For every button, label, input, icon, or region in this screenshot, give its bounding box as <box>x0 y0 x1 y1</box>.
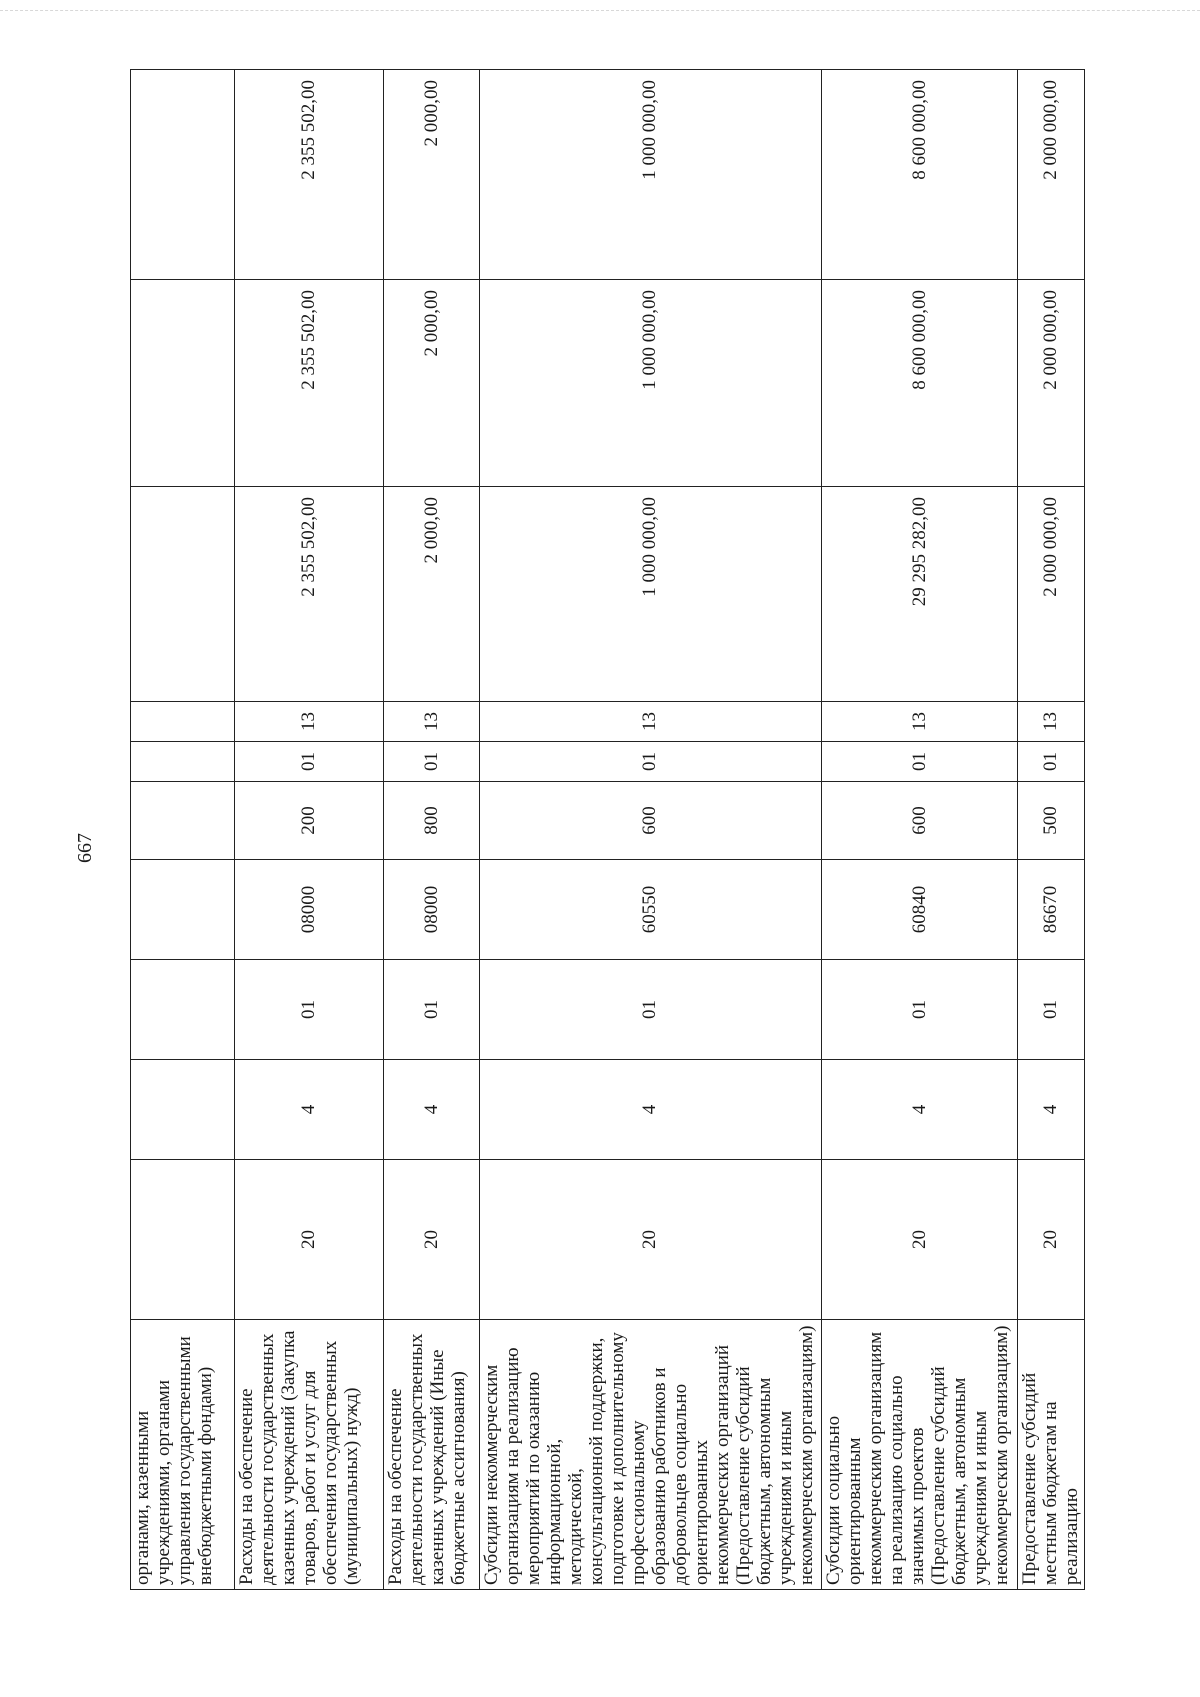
code-1: 20 <box>384 1160 480 1320</box>
row-name: Субсидии социально ориентированным некоммерческим организациям на реализацию социально значимых проектов (Предоставление субсидий бюджетным, автономным учреждениям и иным некоммерческим организациям) <box>821 1320 1018 1590</box>
amount-3: 2 000,00 <box>384 70 480 280</box>
code-5: 500 <box>1018 782 1085 860</box>
code-2: 4 <box>234 1060 383 1160</box>
amount-3: 8 600 000,00 <box>821 70 1018 280</box>
budget-table-rotated <box>130 70 1085 1590</box>
code-5: 800 <box>384 782 480 860</box>
amount-3 <box>131 70 235 280</box>
code-4: 60550 <box>479 860 821 960</box>
amount-2: 2 000 000,00 <box>1018 280 1085 487</box>
code-7: 13 <box>234 702 383 742</box>
code-1 <box>131 1160 235 1320</box>
code-6: 01 <box>384 742 480 782</box>
code-1: 20 <box>821 1160 1018 1320</box>
page-number: 667 <box>74 833 96 863</box>
code-6: 01 <box>1018 742 1085 782</box>
table-row <box>234 70 383 1590</box>
code-4: 60840 <box>821 860 1018 960</box>
amount-1 <box>131 487 235 702</box>
row-name: Расходы на обеспечение деятельности государственных казенных учреждений (Закупка товаров, работ и услуг для обеспечения государственных (муниципальных) нужд) <box>234 1320 383 1590</box>
amount-2 <box>131 280 235 487</box>
code-6: 01 <box>821 742 1018 782</box>
amount-3: 2 355 502,00 <box>234 70 383 280</box>
amount-2: 2 000,00 <box>384 280 480 487</box>
amount-2: 8 600 000,00 <box>821 280 1018 487</box>
code-2 <box>131 1060 235 1160</box>
amount-2: 2 355 502,00 <box>234 280 383 487</box>
code-6: 01 <box>479 742 821 782</box>
code-4 <box>131 860 235 960</box>
table-row <box>479 70 821 1590</box>
code-7: 13 <box>1018 702 1085 742</box>
code-7: 13 <box>384 702 480 742</box>
code-3 <box>131 960 235 1060</box>
code-3: 01 <box>384 960 480 1060</box>
row-name: Субсидии некоммерческим организациям на реализацию мероприятий по оказанию информационной, методической, консультационной поддержки, подготовке и дополнительному профессиональному образованию работников и добровольцев социально ориентированных некоммерческих организаций (Предоставление субсидий бюджетным, автономным учреждениям и иным некоммерческим организациям) <box>479 1320 821 1590</box>
code-3: 01 <box>479 960 821 1060</box>
amount-2: 1 000 000,00 <box>479 280 821 487</box>
code-4: 86670 <box>1018 860 1085 960</box>
code-3: 01 <box>234 960 383 1060</box>
amount-1: 2 000 000,00 <box>1018 487 1085 702</box>
budget-table <box>130 69 1085 1590</box>
code-3: 01 <box>1018 960 1085 1060</box>
code-3: 01 <box>821 960 1018 1060</box>
amount-1: 2 000,00 <box>384 487 480 702</box>
amount-3: 1 000 000,00 <box>479 70 821 280</box>
code-5: 600 <box>821 782 1018 860</box>
code-7 <box>131 702 235 742</box>
code-5: 600 <box>479 782 821 860</box>
row-name: Расходы на обеспечение деятельности государственных казенных учреждений (Иные бюджетные ассигнования) <box>384 1320 480 1590</box>
code-4: 08000 <box>384 860 480 960</box>
code-6: 01 <box>234 742 383 782</box>
code-7: 13 <box>821 702 1018 742</box>
row-name: Предоставление субсидий местным бюджетам на реализацию <box>1018 1320 1085 1590</box>
amount-1: 29 295 282,00 <box>821 487 1018 702</box>
amount-3: 2 000 000,00 <box>1018 70 1085 280</box>
table-row <box>384 70 480 1590</box>
code-6 <box>131 742 235 782</box>
scan-top-edge <box>0 10 1200 11</box>
code-2: 4 <box>1018 1060 1085 1160</box>
code-1: 20 <box>479 1160 821 1320</box>
code-5: 200 <box>234 782 383 860</box>
code-1: 20 <box>234 1160 383 1320</box>
code-7: 13 <box>479 702 821 742</box>
code-4: 08000 <box>234 860 383 960</box>
table-row <box>131 70 235 1590</box>
table-row <box>821 70 1018 1590</box>
row-name: органами, казенными учреждениями, органами управления государственными внебюджетными фондами) <box>131 1320 235 1590</box>
code-1: 20 <box>1018 1160 1085 1320</box>
code-2: 4 <box>821 1060 1018 1160</box>
amount-1: 1 000 000,00 <box>479 487 821 702</box>
code-5 <box>131 782 235 860</box>
code-2: 4 <box>479 1060 821 1160</box>
amount-1: 2 355 502,00 <box>234 487 383 702</box>
code-2: 4 <box>384 1060 480 1160</box>
table-row <box>1018 70 1085 1590</box>
